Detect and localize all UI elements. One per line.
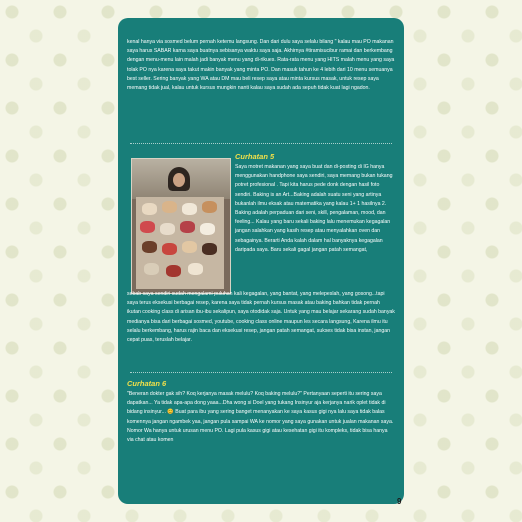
cake-item xyxy=(140,221,155,233)
paragraph-intro: kenal hanya via sosmed belum pernah ketemu langsung. Dan dari dulu saya selalu bilang " kalau mau PO makanan saya harus SABAR karna saya buatnya sebisanya waktu saya saja. Akhirnya #tiramisucibur ramai dan berkembang dengan menu-menu lain malah jadi banyak menu yang di-rikues. Rata-rata menu yang HITS malah menu yang saya tolak PO nya karena saya takut makin banyak yang minta PO. Dan masuk tahun ke 4 lebih dari 10 menu semuanya best seller. Sering banyak yang WA atau DM mau beli resep saya atau minta kursus masak, untuk resep saya memang tidak jual, kalau untuk kursus mungkin nanti kalau saya sudah ada sepuh tidak kuat lagi ngadon. xyxy=(127,39,395,92)
cake-item xyxy=(182,241,197,253)
cake-item xyxy=(144,263,159,275)
cake-item xyxy=(182,203,197,215)
page-number: 9 xyxy=(397,497,402,506)
cake-item xyxy=(188,263,203,275)
cake-item xyxy=(180,221,195,233)
cake-item xyxy=(162,243,177,255)
baking-photo-image xyxy=(131,158,231,294)
photo-face xyxy=(173,173,185,187)
cake-item xyxy=(166,265,181,277)
cake-item xyxy=(202,201,217,213)
cake-item xyxy=(142,241,157,253)
curhatan-6-heading: Curhatan 6 xyxy=(127,379,167,388)
cake-item xyxy=(160,223,175,235)
curhatan-6-body: "Beneran dokter gak sih? Koq kerjanya masak melulu? Koq baking melulu?" Pertanyaan seperti itu sering saya dapatkan... Ya tidak apa-apa dong yaaa...Dha wong si Doel yang tukang Insinyur aja kerjanya narik oplet tidak di bidang insinyur... 😊 Buat para ibu yang sering banget menanyakan ke saya kasus gigi nya lalu saya tidak balas komennya jangan ngambek yaa, jangan pula sampai WA ke nomor yang saya gunakan untuk jualan makanan saya. Nomor Wa hanya untuk urusan menu PO. Lagi pula kasus gigi atau kesehatan gigi itu kompleks, tidak bisa hanya via chat atau komen xyxy=(127,391,394,444)
dotted-divider-bottom xyxy=(130,372,392,373)
cake-item xyxy=(162,201,177,213)
cake-item xyxy=(142,203,157,215)
curhatan-5-continued: sebab saya sendiri sudah mengalami puluhan kali kegagalan, yang bantat, yang melepeslah, yang gosong...tapi saya terus eksekusi berbagai resep, karena saya tidak pernah kursus masak atau baking bahkan tidak pernah ikutan cooking class di arisan ibu-ibu sekalipun, saya otodidak saja. Untuk yang mau belajar sekarang sudah banyak medianya bisa dari berbagai sosmed, youtube, cooking class online maupun les secara langsung, Karena ilmu itu selalu berkembang, harus rajin baca dan eksekusi resep, jangan patah semangat, sukses tidak bisa instan, jangan cepat puas, teruslah belajar. xyxy=(127,291,395,344)
dotted-divider-top xyxy=(130,143,392,144)
cake-item xyxy=(200,223,215,235)
curhatan-5-heading: Curhatan 5 xyxy=(235,152,275,161)
curhatan-5-side-text: Saya motret makanan yang saya buat dan di-posting di IG hanya menggunakan handphone saya sendiri, saya memang bukan tukang potret profesional . Tapi kita harus pede donk dengan hasil foto sendiri. Baking is an Art...Baking adalah suatu seni yang artinya bukanlah ilmu eksak atau matematika yang kalau 1+ 1 hasilnya 2. Baking adalah perpaduan dari seni, skill, pengalaman, mood, dan feeling... Kalau yang baru sekali baking lalu menemukan kegagalan jangan salahkan yang kasih resep atau menyalahkan oven dan sebagainya. Berarti Anda kalah dalam hal banyaknya kegagalan daripada saya. Baru sekali gagal jangan patah semangat, xyxy=(235,164,393,253)
cake-item xyxy=(202,243,217,255)
